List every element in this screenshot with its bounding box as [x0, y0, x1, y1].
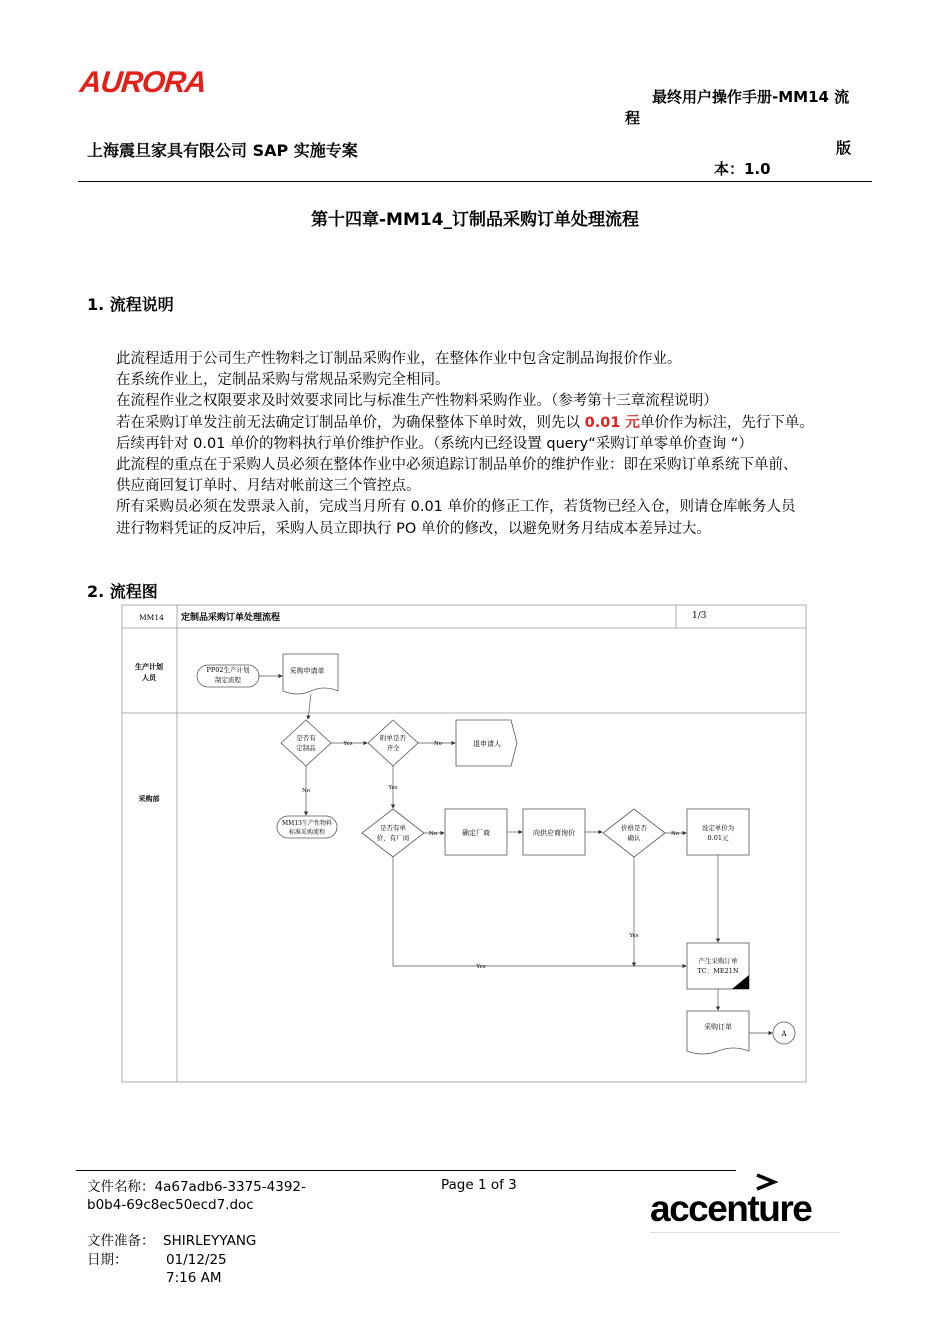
create-po-box [687, 943, 749, 989]
flow-yes-label: Yes [476, 964, 486, 970]
desc-line: 供应商回复订单时、月结对帐前这三个管控点。 [116, 478, 421, 495]
desc-line: 进行物料凭证的反冲后，采购人员立即执行 PO 单价的修改，以避免财务月结成本差异过大。 [116, 520, 711, 537]
footer-divider [76, 1170, 736, 1171]
lane-purchasing: 采购部 [138, 794, 160, 803]
prepared-by [87, 1232, 257, 1250]
page-number: Page 1 of 3 [441, 1177, 517, 1193]
return-requester-label: 退申请人 [473, 740, 501, 748]
company-project: 上海震旦家具有限公司 SAP 实施专案 [87, 141, 358, 160]
is-custom-label: 是否有 [296, 734, 316, 742]
flow-no-label: No [428, 831, 438, 837]
po-document [687, 1011, 749, 1054]
set-price-label: 设定单价为 [701, 824, 735, 832]
pp02-label: PP02生产计划 [206, 666, 250, 674]
confirm-vendor-label: 确定厂商 [462, 829, 490, 837]
flow-no-label: No [670, 831, 680, 837]
price-confirmed-label: 价格是否 [621, 824, 647, 832]
desc-line: 此流程适用于公司生产性物料之订制品采购作业，在整体作业中包含定制品询报价作业。 [116, 351, 682, 367]
mm13-label-2: 标准采购流程 [288, 829, 326, 836]
accenture-underline [650, 1232, 840, 1233]
attachments-decision [368, 720, 418, 766]
flow-code: MM14 [139, 613, 164, 622]
manual-title: 最终用户操作手册-MM14 流 [652, 88, 850, 106]
price-highlight: 0.01 元 [584, 414, 640, 431]
section-heading-description: 1. 流程说明 [87, 295, 174, 314]
inquire-vendor-label: 向供应商询价 [533, 829, 575, 837]
file-label: 文件名称： [87, 1179, 155, 1195]
lane-production-planner: 生产计划 [135, 662, 163, 671]
version-label: 版 [836, 139, 852, 157]
desc-line: 在流程作业之权限要求及时效要求同比与标准生产性物料采购作业。（参考第十三章流程说明） [116, 393, 718, 410]
manual-title-cont: 程 [625, 109, 641, 127]
section-heading-flowchart: 2. 流程图 [87, 582, 158, 601]
pp02-label-2: 制定流程 [215, 676, 241, 684]
set-price-label-2: 0.01元 [707, 834, 729, 842]
desc-line: 所有采购员必须在发票录入前，完成当月所有 0.01 单价的修正工作，若货物已经入仓，则请仓库帐务人员 [116, 499, 796, 516]
desc-line: 在系统作业上，定制品采购与常规品采购完全相同。 [116, 372, 450, 389]
date-value: 01/12/25 7:16 AM [166, 1252, 227, 1286]
attachments-label-2: 齐全 [386, 744, 400, 752]
set-price-box [687, 809, 749, 855]
chapter-title: 第十四章-MM14_订制品采购订单处理流程 [310, 210, 640, 230]
desc-line: 若在采购订单发注前无法确定订制品单价，为确保整体下单时效，则先以 0.01 元单价作为标注，先行下单。 [116, 414, 814, 431]
file-name-part1: 4a67adb6-3375-4392- [154, 1179, 306, 1195]
desc-line: 后续再针对 0.01 单价的物料执行单价维护作业。（系统内已经设置 query“采购订单零单价查询 “） [116, 435, 753, 452]
flow-yes-label: Yes [629, 933, 639, 939]
flow-no-label: No [301, 788, 311, 794]
file-name-part2: b0b4-69c8ec50ecd7.doc [87, 1197, 254, 1213]
process-description [116, 349, 886, 540]
has-price-label-2: 价、有厂商 [376, 834, 410, 842]
connector-label: A [781, 1030, 787, 1038]
file-name [87, 1178, 306, 1214]
flow-yes-label: Yes [343, 741, 353, 747]
create-po-label: 产生采购订单 [698, 957, 738, 965]
accenture-wordmark: accenture [650, 1188, 812, 1229]
po-document-label: 采购订单 [704, 1023, 732, 1031]
is-custom-label-2: 定制品 [296, 744, 316, 752]
flow-yes-label: Yes [388, 785, 398, 791]
attachments-label: 附单是否 [380, 734, 406, 742]
lane-production-planner-2: 人员 [142, 673, 156, 682]
aurora-logo: AURORA [78, 66, 208, 99]
process-flowchart [121, 603, 808, 1085]
flow-page: 1/3 [692, 611, 707, 621]
create-po-label-2: TC：ME21N [697, 967, 739, 975]
version-value: 本：1.0 [714, 160, 771, 178]
date [87, 1251, 227, 1286]
price-confirmed-label-2: 确认 [627, 834, 641, 842]
desc-line: 此流程的重点在于采购人员必须在整体作业中必须追踪订制品单价的维护作业：即在采购订单系统下单前、 [116, 457, 798, 474]
prep-label: 文件准备： [87, 1233, 155, 1249]
is-custom-decision [281, 720, 331, 766]
purchase-request-label: 采购申请单 [289, 667, 325, 675]
has-price-label: 是否有单 [380, 824, 406, 832]
header-divider [78, 181, 872, 182]
price-confirmed-decision [603, 809, 665, 857]
prep-value: SHIRLEYYANG [163, 1233, 257, 1249]
date-label: 日期： [87, 1252, 128, 1268]
flow-title: 定制品采购订单处理流程 [181, 613, 281, 623]
flow-no-label: No [433, 741, 443, 747]
has-price-decision [362, 809, 424, 857]
mm13-label: MM13生产性物料 [282, 820, 332, 827]
